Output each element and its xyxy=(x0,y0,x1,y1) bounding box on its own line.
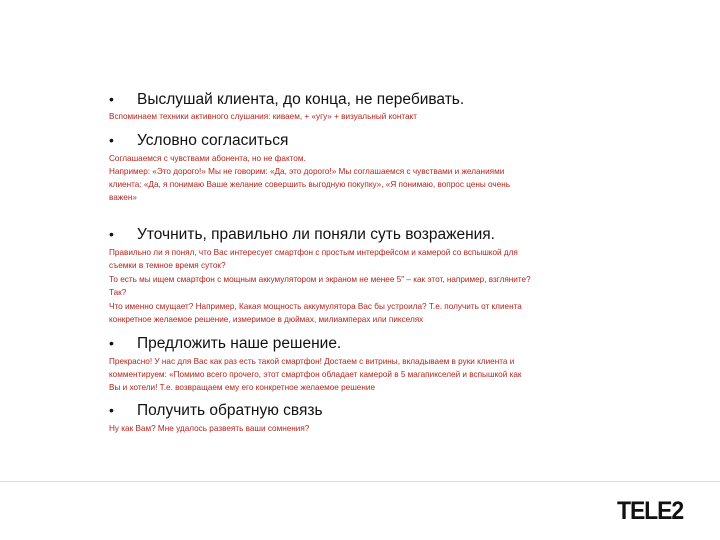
bullet-dot: • xyxy=(109,132,114,148)
heading-text: Предложить наше решение. xyxy=(137,335,342,352)
note-line: клиента: «Да, я понимаю Ваше желание совершить выгодную покупку», «Я понимаю, вопрос цены очень xyxy=(109,180,511,189)
heading-text: Условно согласиться xyxy=(137,132,289,149)
note-line: То есть мы ищем смартфон с мощным аккумулятором и экраном не менее 5" – как этот, например, взгляните? xyxy=(109,275,531,284)
note-line: съемки в темное время суток? xyxy=(109,261,226,270)
heading-text: Выслушай клиента, до конца, не перебивать. xyxy=(137,91,465,108)
note-line: Вы и хотели! Т.е. возвращаем ему его конкретное желаемое решение xyxy=(109,383,376,392)
tele2-logo: TELE2 xyxy=(617,497,684,525)
bullet-dot: • xyxy=(109,402,114,418)
note-line: Прекрасно! У нас для Вас как раз есть такой смартфон! Достаем с витрины, вкладываем в руки клиента и xyxy=(109,357,515,366)
bullet-heading-1 xyxy=(109,90,464,109)
bullet-dot: • xyxy=(109,335,114,351)
note-line: Что именно смущает? Например, Какая мощность аккумулятора Вас бы устроила? Т.е. получить от клиента xyxy=(109,302,522,311)
note-line: Например: «Это дорого!» Мы не говорим: «Да, это дорого!» Мы соглашаемся с чувствами и желаниями xyxy=(109,167,505,176)
note-line: Ну как Вам? Мне удалось развеять ваши сомнения? xyxy=(109,424,310,433)
note-line: важен» xyxy=(109,193,137,202)
bullet-dot: • xyxy=(109,91,114,107)
bullet-dot: • xyxy=(109,226,114,242)
note-line: Так? xyxy=(109,288,127,297)
heading-text: Получить обратную связь xyxy=(137,402,323,419)
bullet-heading-4 xyxy=(109,334,341,353)
note-line: Вспоминаем техники активного слушания: киваем, + «угу» + визуальный контакт xyxy=(109,112,417,121)
bullet-heading-5 xyxy=(109,401,323,420)
bullet-heading-2 xyxy=(109,131,288,150)
heading-text: Уточнить, правильно ли поняли суть возражения. xyxy=(137,226,495,243)
note-line: конкретное желаемое решение, измеримое в дюймах, милиамперах или пикселях xyxy=(109,315,424,324)
bullet-heading-3 xyxy=(109,225,495,244)
footer-divider xyxy=(0,481,720,482)
note-line: Правильно ли я понял, что Вас интересует смартфон с простым интерфейсом и камерой со вспышкой для xyxy=(109,248,518,257)
note-line: Соглашаемся с чувствами абонента, но не фактом. xyxy=(109,154,306,163)
note-line: комментируем: «Помимо всего прочего, этот смартфон обладает камерой в 5 магапикселей и вспышкой как xyxy=(109,370,522,379)
